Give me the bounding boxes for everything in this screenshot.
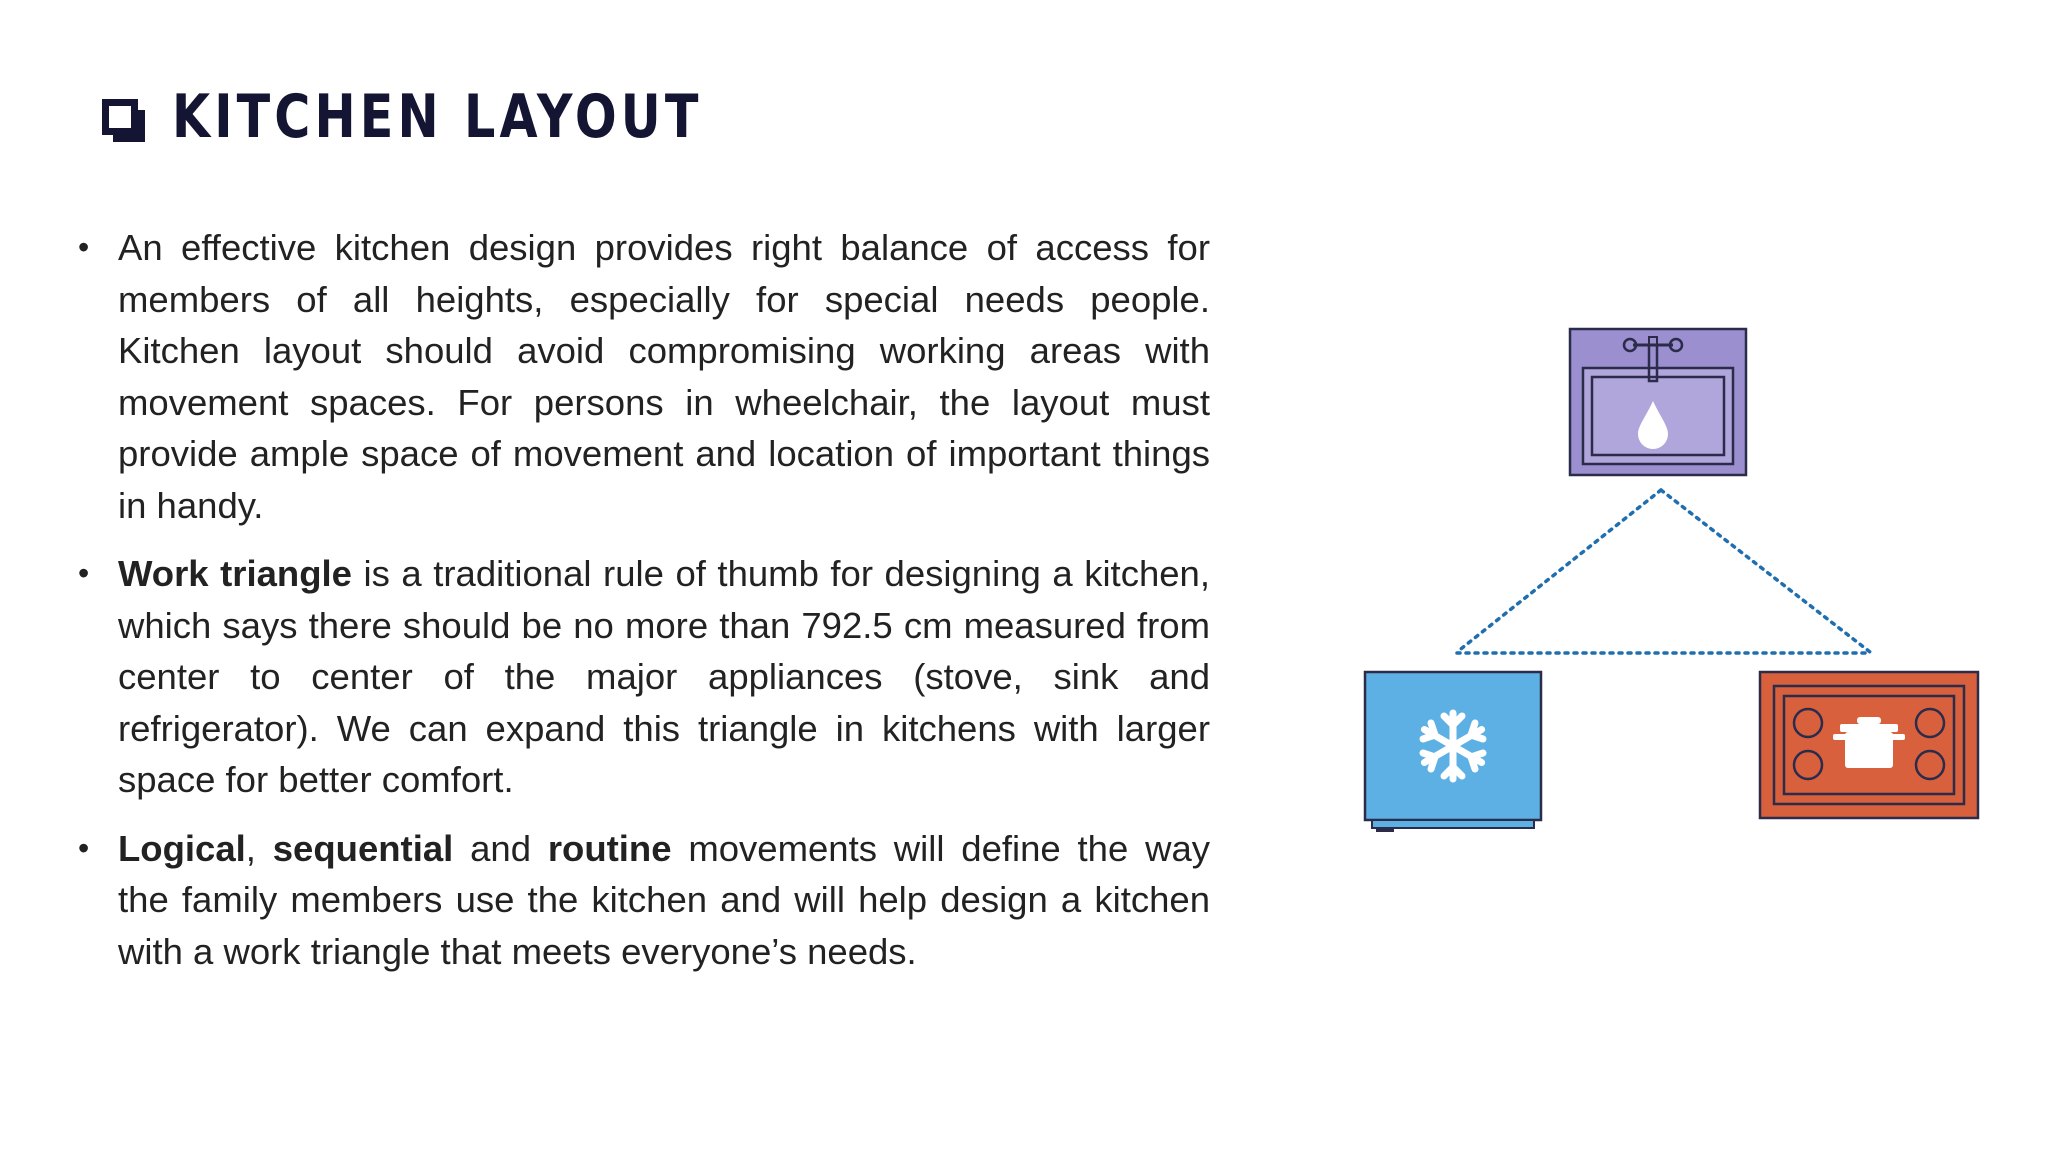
bullet-bold-term: Logical xyxy=(118,827,246,869)
bullet-dot-icon: • xyxy=(78,229,90,265)
bullet-item xyxy=(72,222,1210,531)
slide-title: KITCHEN LAYOUT xyxy=(172,82,703,152)
refrigerator-icon xyxy=(1365,672,1541,832)
bullet-list xyxy=(72,222,1210,994)
bullet-text: is a traditional rule of thumb for designing a kitchen, which says there should be no more than 792.5 cm measured from center to center of the major appliances (stove, sink and refrigerator). We can expand this triangle in kitchens with larger space for better comfort. xyxy=(118,553,1210,800)
bullet-item xyxy=(72,823,1210,978)
stove-icon xyxy=(1760,672,1978,818)
work-triangle-diagram xyxy=(1340,300,2000,860)
bullet-separator: and xyxy=(453,827,548,869)
title-row xyxy=(102,72,819,162)
bullet-text: An effective kitchen design provides right balance of access for members of all heights, especially for special needs people. Kitchen layout should avoid compromising working areas with movement spaces. For persons in wheelchair, the layout must provide ample space of movement and location of important things in handy. xyxy=(118,227,1210,526)
bullet-dot-icon: • xyxy=(78,829,90,866)
checkbox-bullet-icon xyxy=(102,99,138,135)
bullet-separator: , xyxy=(245,827,273,869)
bullet-bold-term: routine xyxy=(547,827,672,869)
bullet-item xyxy=(72,548,1210,806)
bullet-dot-icon: • xyxy=(78,555,90,591)
bullet-bold-term: Work triangle xyxy=(118,553,352,594)
bullet-bold-term: sequential xyxy=(272,827,454,869)
work-triangle-lines xyxy=(1457,490,1870,653)
sink-icon xyxy=(1570,329,1746,475)
bullet-text: movements will define the way the family members use the kitchen and will help design a kitchen with a work triangle that meets everyone’s needs. xyxy=(118,827,1210,972)
